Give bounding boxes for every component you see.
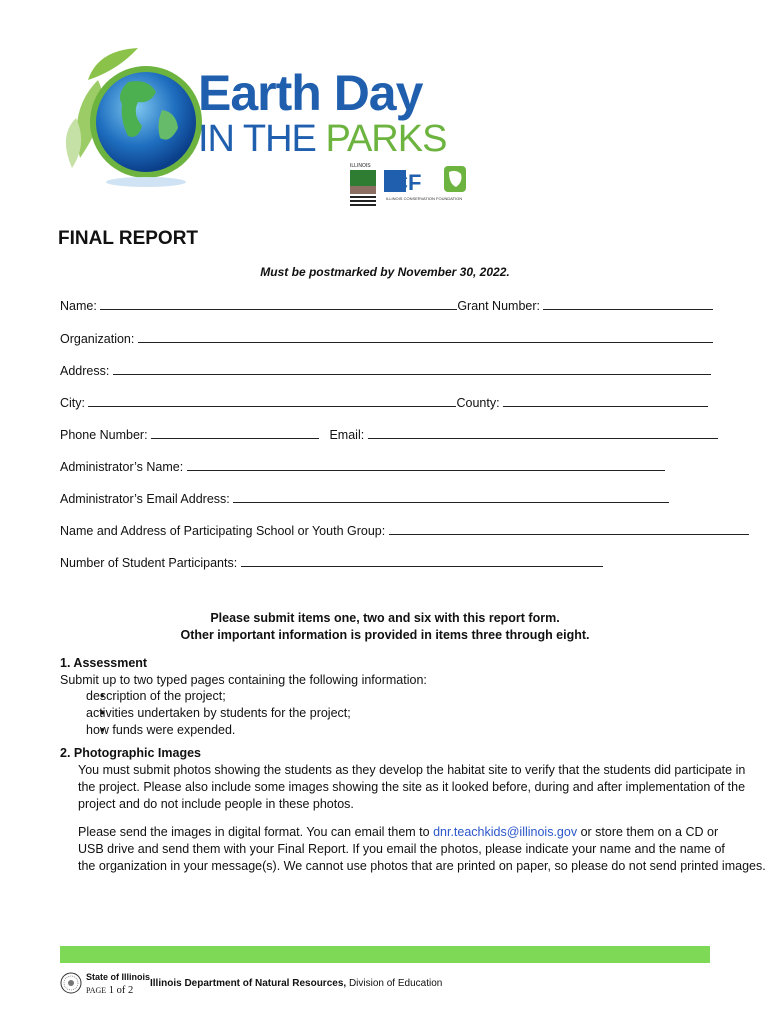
participants-input-line[interactable] <box>241 554 603 567</box>
logo-title-in-the-parks <box>198 120 446 158</box>
section-1-bullets <box>60 688 351 739</box>
address-label: Address: <box>60 364 110 378</box>
instructions-line-1: Please submit items one, two and six with this report form. <box>210 611 560 625</box>
email-label: Email: <box>329 428 365 442</box>
admin-name-input-line[interactable] <box>187 458 665 471</box>
name-label: Name: <box>60 299 97 313</box>
page-total: of 2 <box>116 985 134 996</box>
school-label: Name and Address of Participating School or Youth Group: <box>60 524 386 538</box>
instructions-line-2: Other important information is provided in items three through eight. <box>180 628 590 642</box>
page-number: 1 <box>108 985 115 996</box>
logo-title-earth-day: Earth Day <box>198 65 423 121</box>
logo-parks: PARKS <box>325 118 447 160</box>
section-2-paragraph-2 <box>78 824 766 875</box>
list-item: • activities undertaken by students for the project; <box>86 705 351 722</box>
participants-row <box>60 554 603 570</box>
county-label: County: <box>456 396 500 410</box>
email-link[interactable]: dnr.teachkids@illinois.gov <box>433 825 578 839</box>
phone-label: Phone Number: <box>60 428 148 442</box>
organization-row <box>60 330 713 346</box>
section-1-title: 1. Assessment <box>60 656 148 670</box>
admin-email-row <box>60 490 669 506</box>
icf-subtitle: ILLINOIS CONSERVATION FOUNDATION <box>386 196 463 201</box>
icf-logo <box>384 166 466 201</box>
text-fragment: or store them on a CD or <box>577 825 719 839</box>
address-row <box>60 362 711 378</box>
list-item: • how funds were expended. <box>86 722 351 739</box>
admin-email-label: Administrator’s Email Address: <box>60 492 230 506</box>
dept-name: Illinois Department of Natural Resources, <box>150 978 347 989</box>
text-fragment: Please send the images in digital format. You can email them to <box>78 825 434 839</box>
address-input-line[interactable] <box>113 362 711 375</box>
admin-email-input-line[interactable] <box>233 490 669 503</box>
footer-state-of-illinois: State of Illinois <box>86 972 151 982</box>
idnr-logo-text: ILLINOIS <box>350 163 371 169</box>
section-2-title: 2. Photographic Images <box>60 746 202 760</box>
grant-number-label: Grant Number: <box>457 299 540 313</box>
text-line <box>78 824 766 841</box>
phone-input-line[interactable] <box>151 426 319 439</box>
city-row <box>60 394 708 410</box>
school-row <box>60 522 749 538</box>
text-line: project and do not include people in these photos. <box>78 797 354 811</box>
participants-label: Number of Student Participants: <box>60 556 238 570</box>
organization-label: Organization: <box>60 332 135 346</box>
admin-name-row <box>60 458 665 474</box>
name-input-line[interactable] <box>100 297 457 310</box>
admin-name-label: Administrator’s Name: <box>60 460 184 474</box>
illinois-seal-icon <box>60 972 82 994</box>
idnr-logo <box>350 163 376 206</box>
text-line: USB drive and send them with your Final Report. If you email the photos, please indicate your name and the name of <box>78 842 725 856</box>
section-1-intro: Submit up to two typed pages containing the following information: <box>60 673 427 687</box>
footer-green-bar <box>60 946 710 963</box>
page-indicator <box>86 985 133 996</box>
icf-logo-text: ICF <box>386 170 422 195</box>
partner-logos <box>348 160 468 208</box>
footer-department <box>150 978 442 989</box>
submission-instructions <box>0 610 770 644</box>
text-line: the project. Please also include some images showing the site as it looked before, during and after implementation of the <box>78 780 746 794</box>
report-title: FINAL REPORT <box>58 228 199 249</box>
email-input-line[interactable] <box>368 426 718 439</box>
name-row <box>60 297 713 313</box>
phone-email-row <box>60 426 718 442</box>
page-word: PAGE <box>86 986 107 995</box>
postmark-deadline: Must be postmarked by November 30, 2022. <box>260 265 510 279</box>
city-label: City: <box>60 396 85 410</box>
earth-globe-logo <box>58 40 208 190</box>
organization-input-line[interactable] <box>138 330 713 343</box>
county-input-line[interactable] <box>503 394 708 407</box>
logo-in-the: IN THE <box>198 118 316 160</box>
list-item: • description of the project; <box>86 688 351 705</box>
school-input-line[interactable] <box>389 522 749 535</box>
city-input-line[interactable] <box>88 394 456 407</box>
section-2-paragraph-1 <box>78 762 745 813</box>
text-line: the organization in your message(s). We cannot use photos that are printed on paper, so please do not send printed images. <box>78 859 766 873</box>
text-line: You must submit photos showing the students as they develop the habitat site to verify that the students did participate in <box>78 763 746 777</box>
grant-number-input-line[interactable] <box>543 297 713 310</box>
dept-division: Division of Education <box>346 978 443 989</box>
